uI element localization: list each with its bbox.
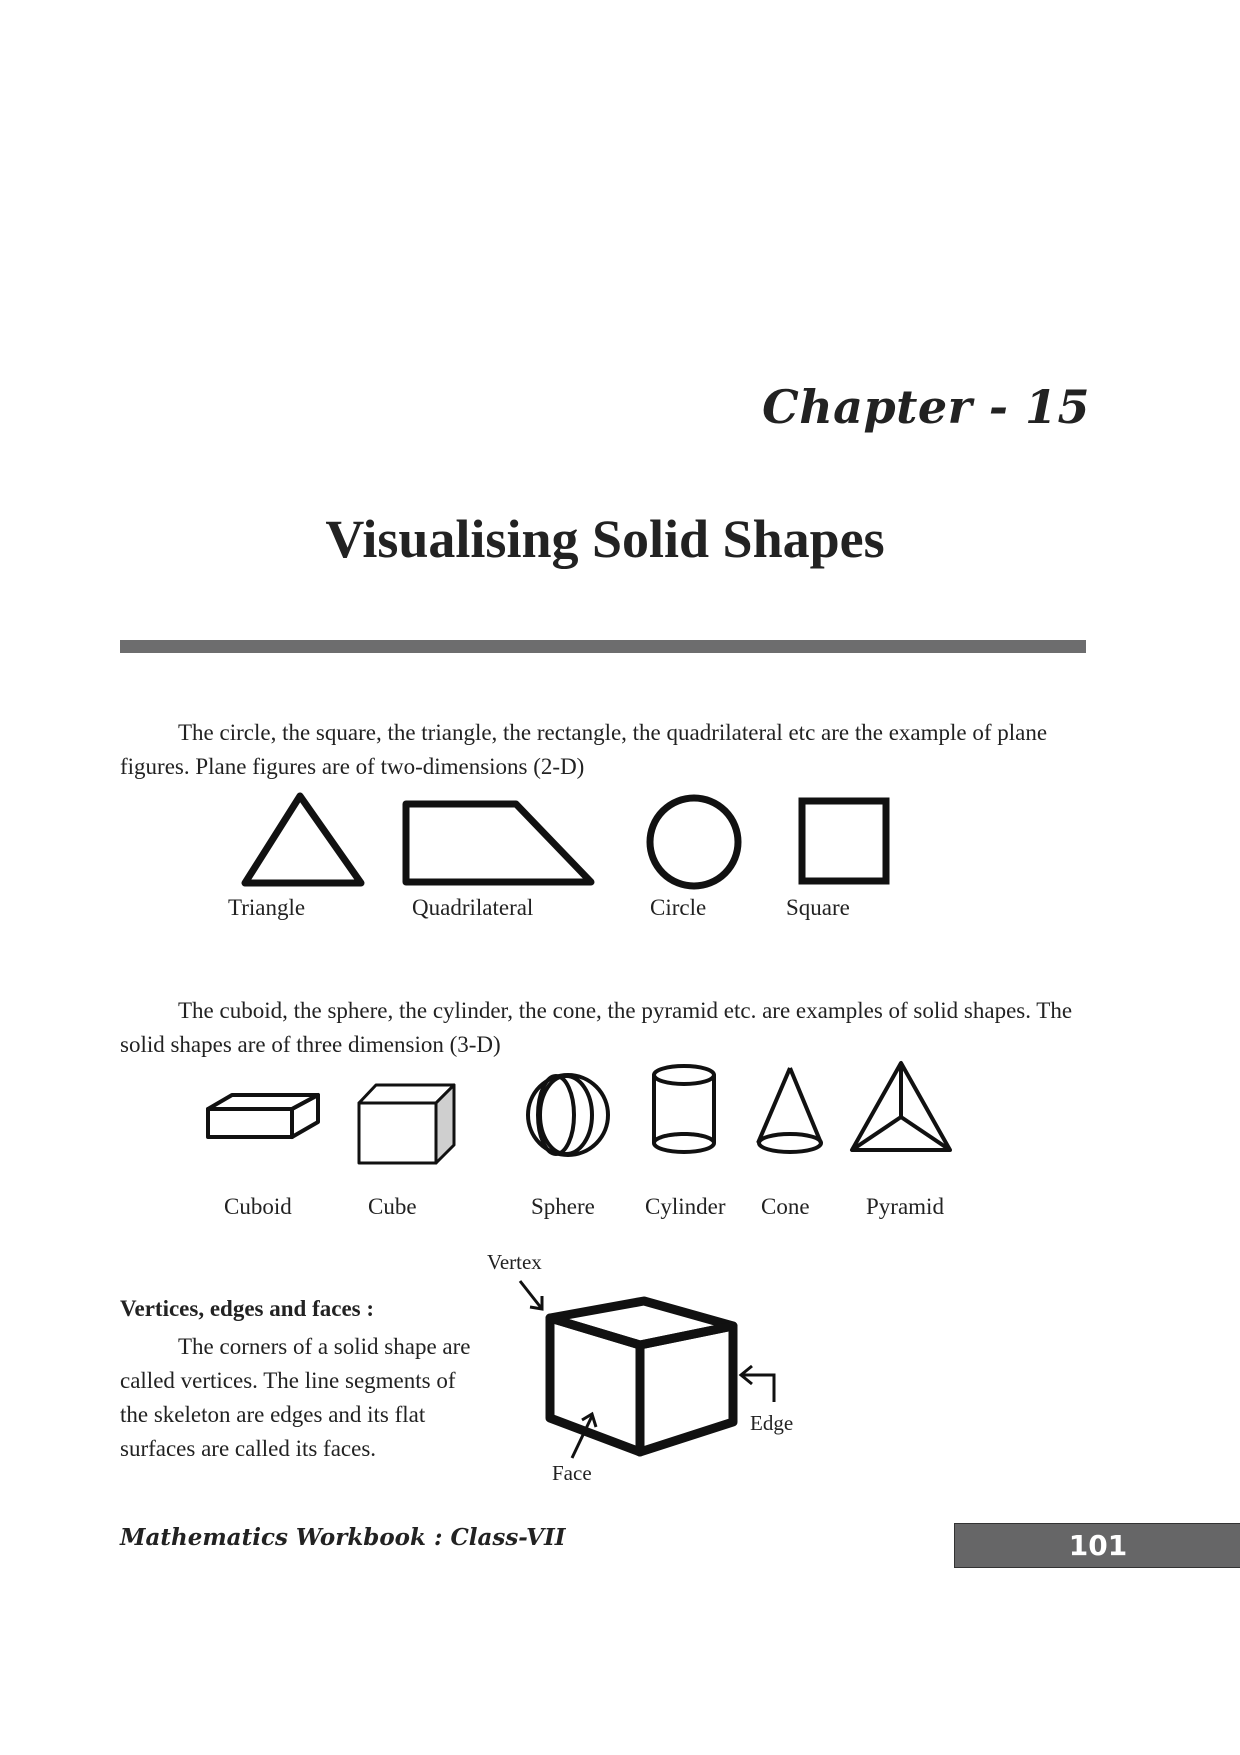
footer-book-title: Mathematics Workbook : Class-VII [120, 1524, 566, 1551]
chapter-title: Visualising Solid Shapes [325, 509, 885, 569]
label-cuboid: Cuboid [224, 1194, 292, 1219]
solid-shapes-text: The cuboid, the sphere, the cylinder, the cone, the pyramid etc. are examples of solid shapes. The solid shapes are of three dimension (3-D) [120, 998, 1073, 1057]
label-pyramid: Pyramid [866, 1194, 944, 1219]
pyramid-figure [852, 1063, 950, 1150]
cuboid-figure [208, 1095, 318, 1137]
label-face: Face [552, 1461, 592, 1485]
label-cube: Cube [368, 1194, 417, 1219]
square-figure [802, 801, 886, 881]
cube-figure [359, 1085, 454, 1163]
label-edge: Edge [750, 1411, 794, 1435]
vertex-arrow [520, 1281, 542, 1309]
vef-heading: Vertices, edges and faces : [120, 1296, 375, 1321]
label-sphere: Sphere [531, 1194, 595, 1219]
vef-paragraph [120, 1330, 480, 1466]
cylinder-figure [654, 1066, 714, 1152]
label-vertex: Vertex [487, 1250, 542, 1274]
triangle-figure [245, 796, 361, 883]
label-quadrilateral: Quadrilateral [412, 895, 534, 920]
page-number: 101 [954, 1523, 1240, 1568]
labelled-cube-figure [550, 1301, 733, 1452]
edge-arrow [741, 1366, 774, 1402]
label-square: Square [786, 895, 850, 920]
label-cone: Cone [761, 1194, 810, 1219]
label-circle: Circle [650, 895, 707, 920]
plane-figures-text: The circle, the square, the triangle, the rectangle, the quadrilateral etc are the example of plane figures. Plane figures are of two-dimensions (2-D) [120, 720, 1048, 779]
solid-shapes-paragraph [120, 994, 1086, 1062]
circle-figure [650, 798, 738, 886]
vef-text: The corners of a solid shape are called vertices. The line segments of the skeleton are edges and its flat surfaces are called its faces. [120, 1334, 471, 1461]
label-cylinder: Cylinder [645, 1194, 726, 1219]
sphere-figure [528, 1075, 608, 1155]
quadrilateral-figure [406, 804, 591, 882]
chapter-number: Chapter - 15 [762, 380, 1090, 434]
label-triangle: Triangle [228, 895, 306, 920]
cone-figure [758, 1068, 821, 1152]
